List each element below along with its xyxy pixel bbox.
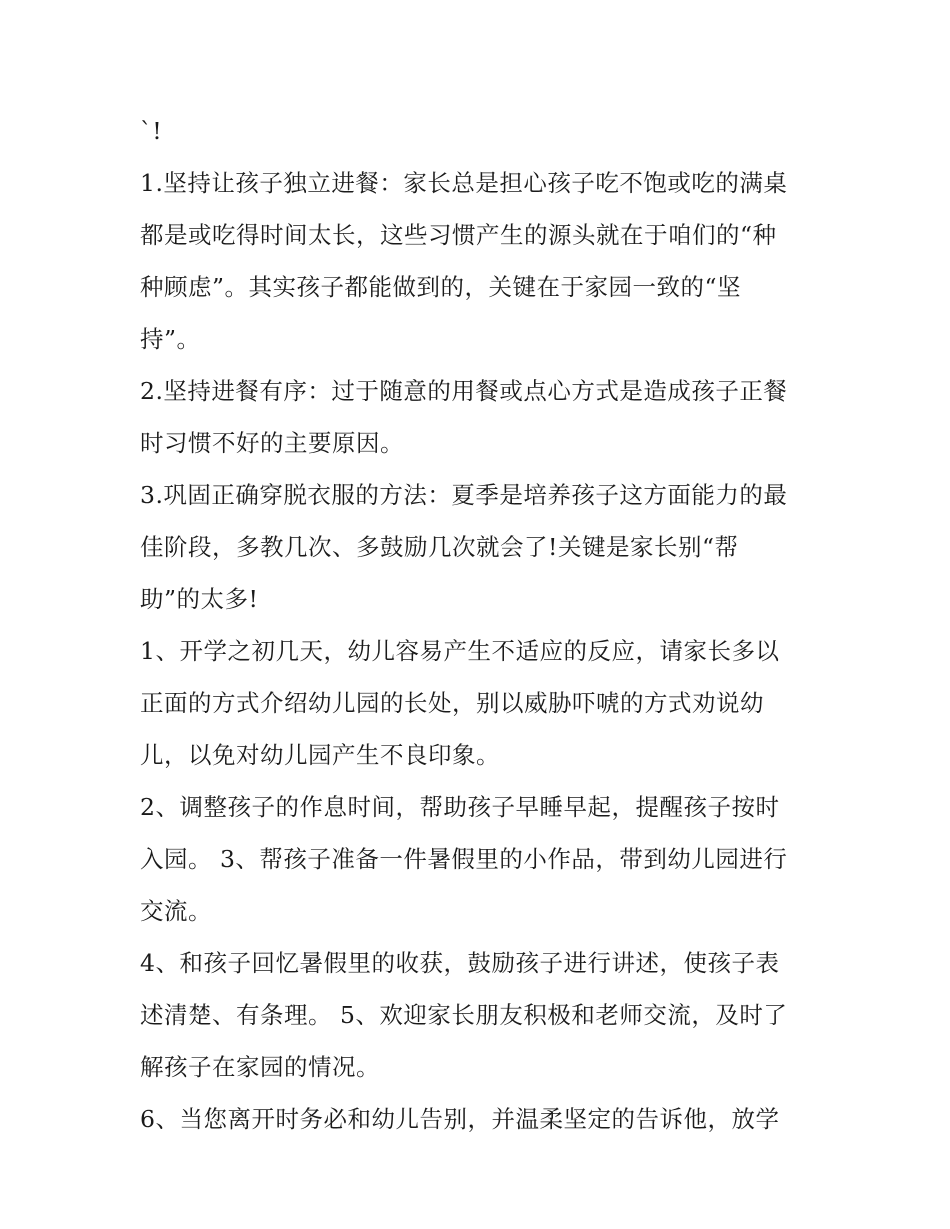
text-line: 3.巩固正确穿脱衣服的方法：夏季是培养孩子这方面能力的最	[140, 481, 788, 509]
text-line: 交流。	[140, 897, 212, 925]
document-body	[140, 105, 820, 1145]
text-line: 1.坚持让孩子独立进餐：家长总是担心孩子吃不饱或吃的满桌	[140, 169, 788, 197]
text-line: 1、开学之初几天，幼儿容易产生不适应的反应，请家长多以	[140, 637, 780, 665]
text-line: `!	[140, 117, 163, 145]
text-line: 2.坚持进餐有序：过于随意的用餐或点心方式是造成孩子正餐	[140, 377, 788, 405]
text-line: 持”。	[140, 325, 201, 353]
text-line: 入园。 3、帮孩子准备一件暑假里的小作品，带到幼儿园进行	[140, 845, 788, 873]
text-line: 佳阶段，多教几次、多鼓励几次就会了!关键是家长别“帮	[140, 533, 739, 561]
text-line: 4、和孩子回忆暑假里的收获，鼓励孩子进行讲述，使孩子表	[140, 949, 780, 977]
text-line: 述清楚、有条理。 5、欢迎家长朋友积极和老师交流，及时了	[140, 1001, 788, 1029]
text-line: 2、调整孩子的作息时间，帮助孩子早睡早起，提醒孩子按时	[140, 793, 780, 821]
text-line: 助”的太多!	[140, 585, 259, 613]
text-line: 都是或吃得时间太长，这些习惯产生的源头就在于咱们的“种	[140, 221, 777, 249]
text-line: 正面的方式介绍幼儿园的长处，别以威胁吓唬的方式劝说幼	[140, 689, 764, 717]
text-line: 种顾虑”。其实孩子都能做到的，关键在于家园一致的“坚	[140, 273, 742, 301]
text-line: 儿，以免对幼儿园产生不良印象。	[140, 741, 500, 769]
text-line: 6、当您离开时务必和幼儿告别，并温柔坚定的告诉他，放学	[140, 1105, 780, 1133]
text-line: 解孩子在家园的情况。	[140, 1053, 380, 1081]
text-line: 时习惯不好的主要原因。	[140, 429, 404, 457]
